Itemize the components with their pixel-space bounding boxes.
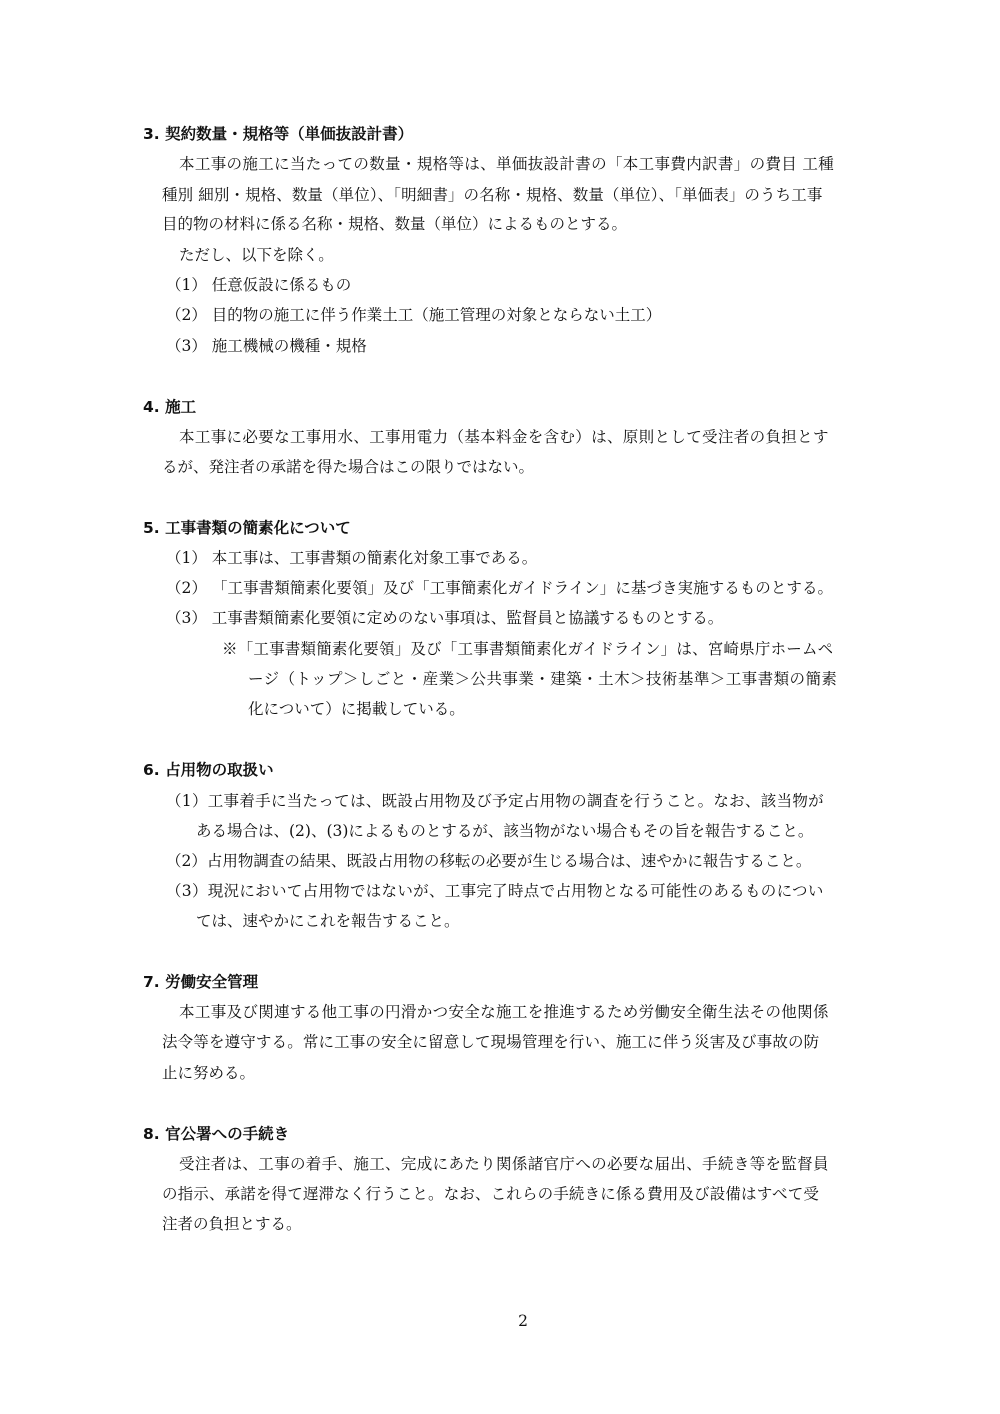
- section-6-item-3-line-1: （3）現況において占用物ではないが、工事完了時点で占用物となる可能性のあるものについ: [166, 882, 824, 900]
- section-6-item-2: （2）占用物調査の結果、既設占用物の移転の必要が生じる場合は、速やかに報告すること。: [166, 852, 812, 870]
- section-8-line-1: 受注者は、工事の着手、施工、完成にあたり関係諸官庁への必要な届出、手続き等を監督員: [179, 1155, 829, 1173]
- section-7-title: 7. 労働安全管理: [143, 973, 259, 991]
- section-7-line-1: 本工事及び関連する他工事の円滑かつ安全な施工を推進するため労働安全衛生法その他関係: [179, 1003, 829, 1021]
- section-6-item-3-line-2: ては、速やかにこれを報告すること。: [196, 912, 460, 930]
- section-6-title: 6. 占用物の取扱い: [143, 761, 274, 779]
- section-4-line-2: るが、発注者の承諾を得た場合はこの限りではない。: [162, 458, 535, 476]
- section-4-title: 4. 施工: [143, 398, 197, 416]
- section-3-item-2: （2） 目的物の施工に伴う作業土工（施工管理の対象とならない土工）: [166, 306, 662, 324]
- section-8-line-3: 注者の負担とする。: [162, 1215, 302, 1233]
- section-6-item-1-line-2: ある場合は、(2)、(3)によるものとするが、該当物がない場合もその旨を報告すること。: [196, 822, 814, 840]
- section-3-line-2: 種別 細別・規格、数量（単位）、「明細書」の名称・規格、数量（単位）、「単価表」のうち工事: [162, 186, 823, 204]
- section-3-line-4: ただし、以下を除く。: [179, 246, 334, 264]
- section-3-title: 3. 契約数量・規格等（単価抜設計書）: [143, 125, 414, 143]
- section-3-item-1: （1） 任意仮設に係るもの: [166, 276, 352, 294]
- section-5-note-line-2: ージ（トップ＞しごと・産業＞公共事業・建築・土木＞技術基準＞工事書類の簡素: [248, 670, 838, 688]
- section-5-note-line-3: 化について）に掲載している。: [248, 700, 465, 718]
- section-7-line-2: 法令等を遵守する。常に工事の安全に留意して現場管理を行い、施工に伴う災害及び事故の防: [162, 1033, 820, 1051]
- section-5-item-1: （1） 本工事は、工事書類の簡素化対象工事である。: [166, 549, 538, 567]
- page-number: 2: [518, 1312, 528, 1330]
- section-6-item-1-line-1: （1）工事着手に当たっては、既設占用物及び予定占用物の調査を行うこと。なお、該当物が: [166, 792, 824, 810]
- section-3-line-3: 目的物の材料に係る名称・規格、数量（単位）によるものとする。: [162, 215, 628, 233]
- section-4-line-1: 本工事に必要な工事用水、工事用電力（基本料金を含む）は、原則として受注者の負担とす: [179, 428, 829, 446]
- section-5-item-2: （2） 「工事書類簡素化要領」及び「工事簡素化ガイドライン」に基づき実施するものとする。: [166, 579, 834, 597]
- section-5-note-line-1: ※「工事書類簡素化要領」及び「工事書類簡素化ガイドライン」は、宮崎県庁ホームペ: [222, 640, 834, 658]
- section-3-item-3: （3） 施工機械の機種・規格: [166, 337, 367, 355]
- section-5-item-3: （3） 工事書類簡素化要領に定めのない事項は、監督員と協議するものとする。: [166, 609, 724, 627]
- section-5-title: 5. 工事書類の簡素化について: [143, 519, 351, 537]
- section-3-line-1: 本工事の施工に当たっての数量・規格等は、単価抜設計書の「本工事費内訳書」の費目 工種: [179, 155, 835, 173]
- section-8-line-2: の指示、承諾を得て遅滞なく行うこと。なお、これらの手続きに係る費用及び設備はすべて受: [162, 1185, 819, 1203]
- section-8-title: 8. 官公署への手続き: [143, 1125, 290, 1143]
- section-7-line-3: 止に努める。: [162, 1064, 256, 1082]
